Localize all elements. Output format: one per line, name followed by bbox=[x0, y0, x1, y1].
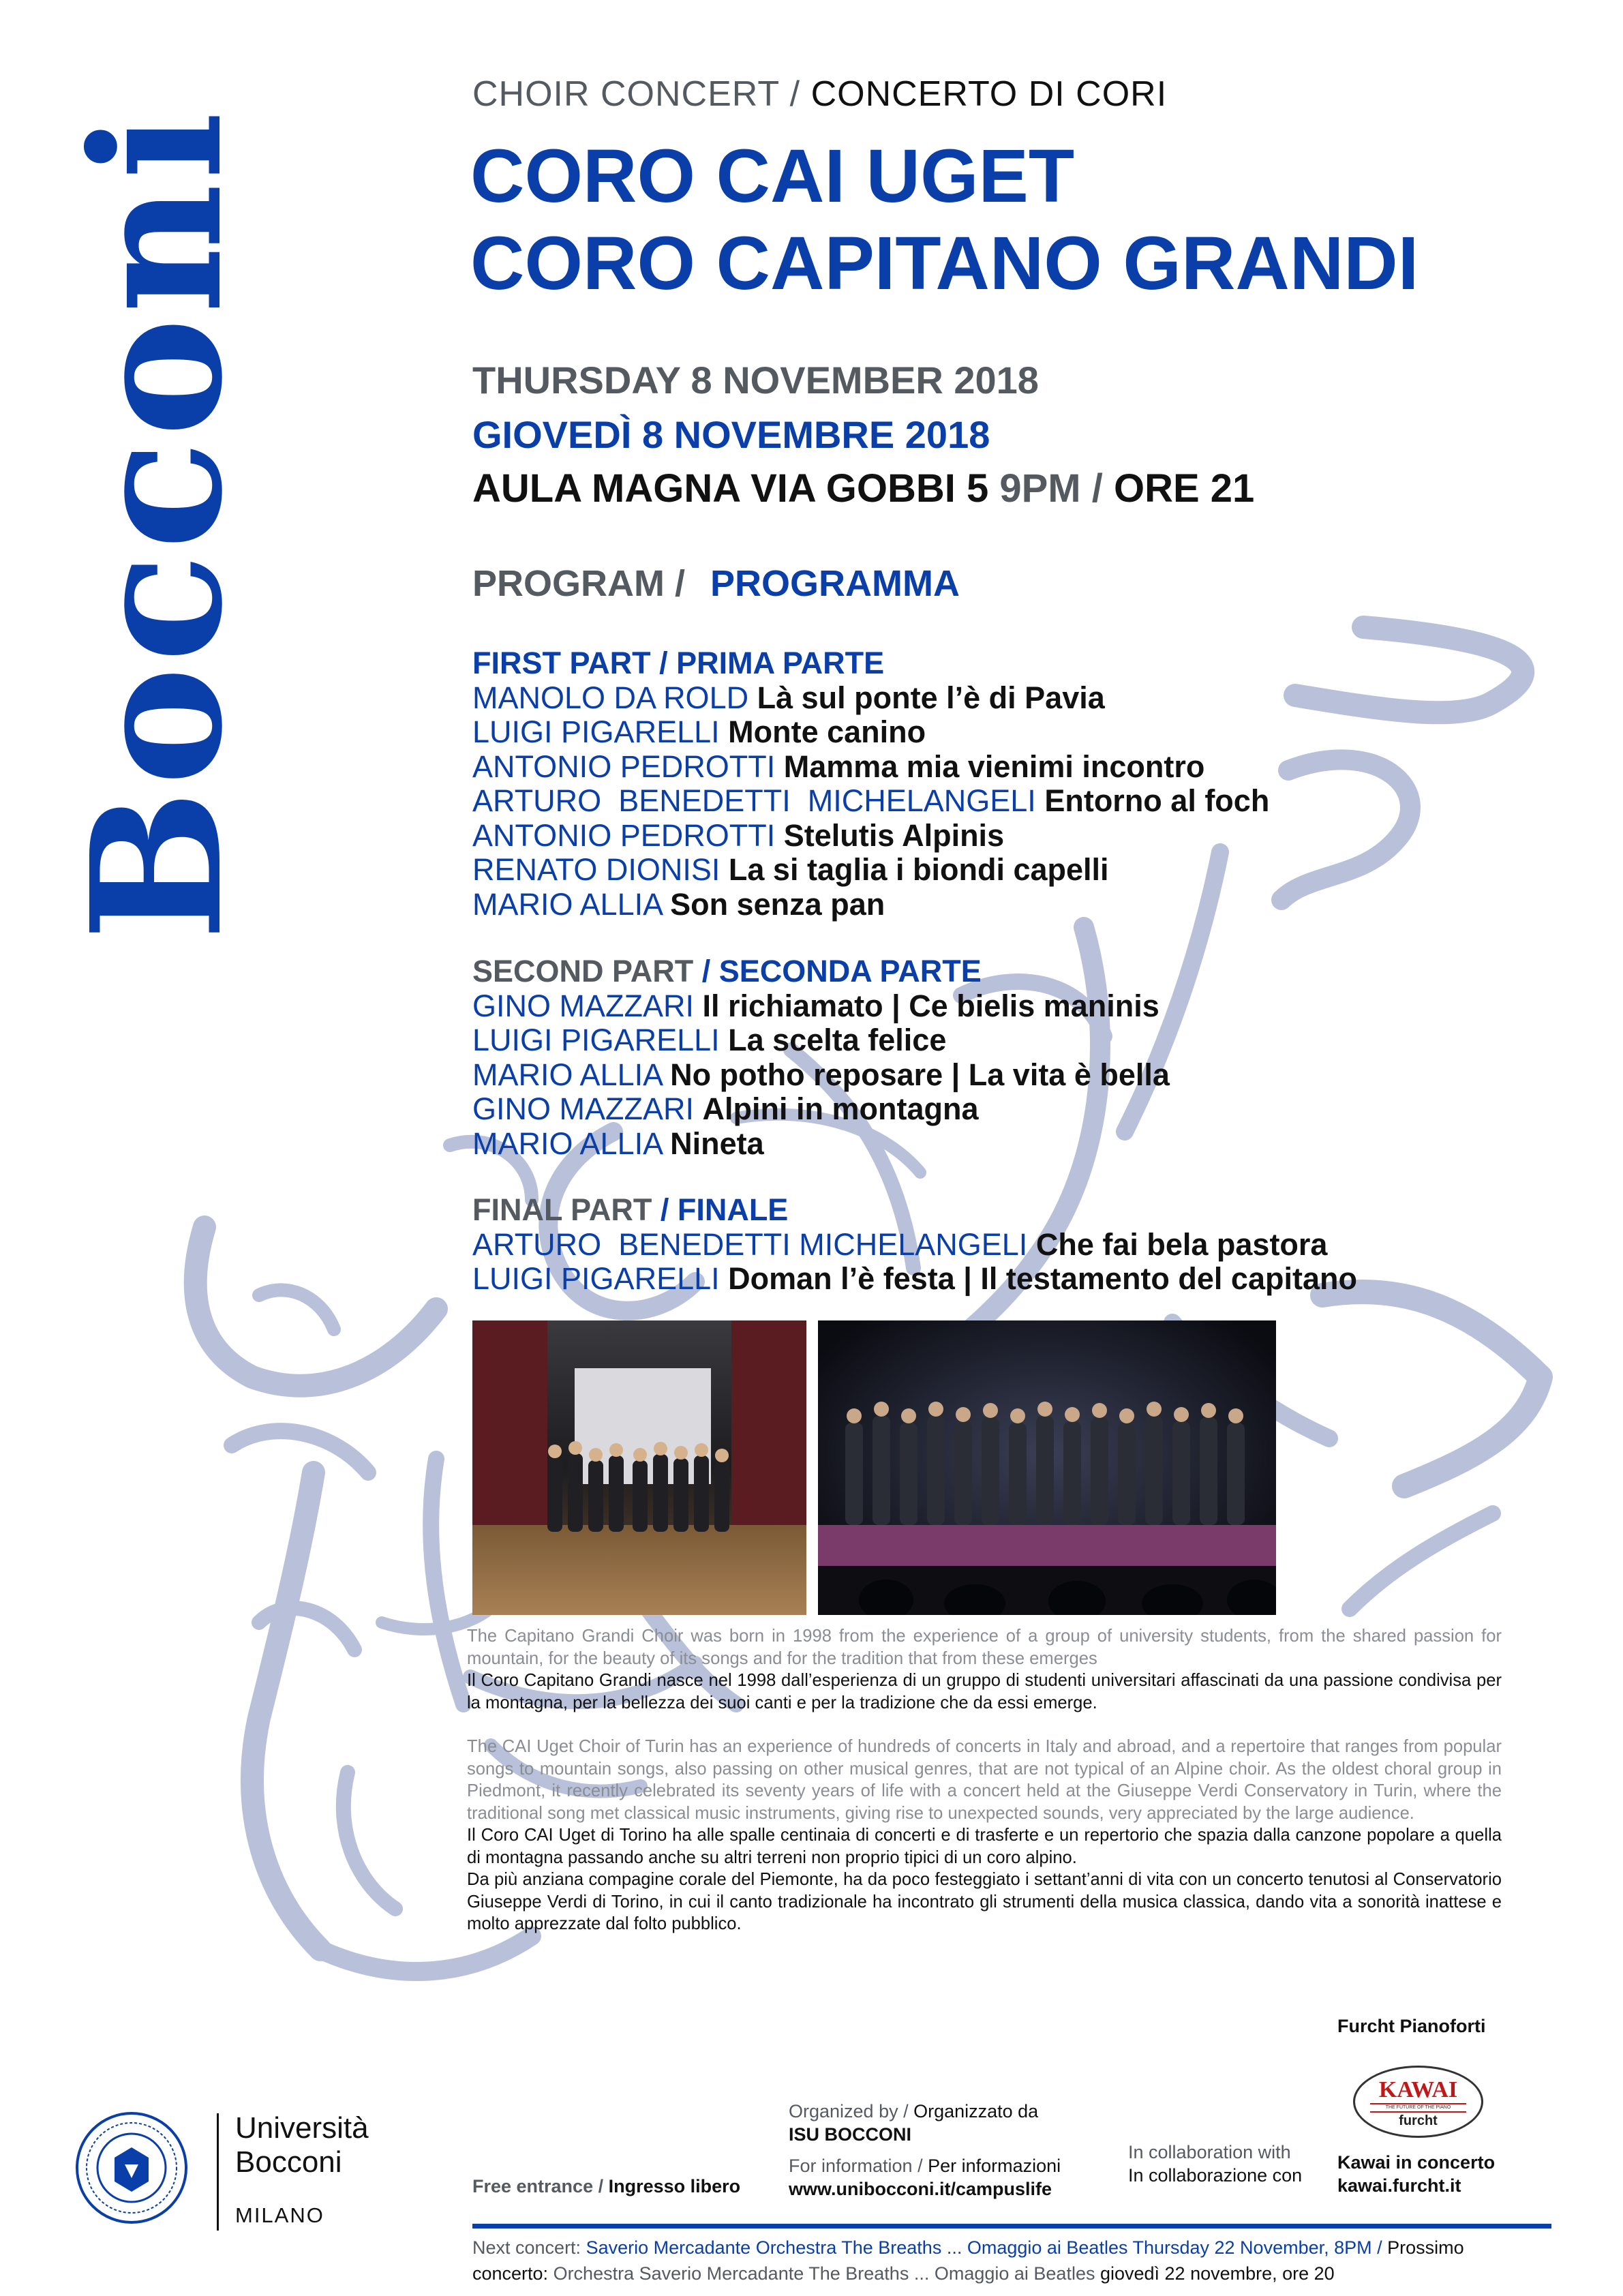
collab-it: In collaborazione con bbox=[1128, 2165, 1303, 2186]
category-en: CHOIR CONCERT / bbox=[472, 74, 801, 114]
next-concert bbox=[472, 2235, 1563, 2286]
program-heading bbox=[472, 562, 960, 605]
composer: GINO MAZZARI bbox=[472, 1091, 694, 1126]
bio-uget-it: Il Coro CAI Uget di Torino ha alle spalle centinaia di concerti e di trasferte e un repertorio che spazia dalla canzone popolare a quella di montagna passando anche su altri terreni non proprio tipici di un coro alpino. bbox=[467, 1826, 1502, 1867]
bio-capitano-en: The Capitano Grandi Choir was born in 1998 from the experience of a group of university students, from the shared passion for mountain, for the beauty of its songs and for the tradition that from these emerges bbox=[467, 1627, 1502, 1668]
piece: Che fai bela pastora bbox=[1035, 1226, 1328, 1262]
composer: LUIGI PIGARELLI bbox=[472, 1261, 720, 1296]
program-row bbox=[472, 1262, 1357, 1297]
composer: ARTURO BENEDETTI MICHELANGELI bbox=[472, 783, 1036, 818]
title-line-1: CORO CAI UGET bbox=[470, 134, 1075, 218]
organized-en: Organized by / bbox=[789, 2101, 909, 2121]
university-name bbox=[235, 2111, 369, 2179]
composer: ARTURO BENEDETTI MICHELANGELI bbox=[472, 1226, 1028, 1262]
second-part-section bbox=[472, 954, 1170, 1161]
university-line-1: Università bbox=[235, 2111, 369, 2145]
info-en: For information / bbox=[789, 2156, 923, 2176]
choir-photo-rehearsal bbox=[472, 1320, 806, 1615]
kawai-tagline: THE FUTURE OF THE PIANO bbox=[1370, 2103, 1466, 2113]
piece: Monte canino bbox=[728, 714, 926, 749]
entrance-info bbox=[472, 2175, 740, 2198]
collaboration-block bbox=[1128, 2141, 1302, 2187]
title-line-2: CORO CAPITANO GRANDI bbox=[470, 222, 1419, 305]
organizer-name: ISU BOCCONI bbox=[789, 2124, 912, 2145]
second-part-heading-en: SECOND PART bbox=[472, 954, 694, 988]
final-part-heading bbox=[472, 1193, 1357, 1228]
piece: La si taglia i biondi capelli bbox=[728, 852, 1109, 887]
info-it: Per informazioni bbox=[922, 2156, 1061, 2176]
composer: MARIO ALLIA bbox=[472, 1057, 662, 1092]
program-row bbox=[472, 1092, 1170, 1127]
venue-time bbox=[472, 466, 1254, 511]
first-part-section bbox=[472, 646, 1269, 922]
final-part-heading-en: FINAL PART bbox=[472, 1192, 652, 1227]
second-part-heading-it: / SECONDA PARTE bbox=[693, 954, 982, 988]
program-row bbox=[472, 819, 1269, 854]
piece: Entorno al foch bbox=[1044, 783, 1270, 818]
next-it-label-1: Prossimo bbox=[1382, 2237, 1464, 2258]
bio-uget-it-2: Da più anziana compagine corale del Piemonte, ha da poco festeggiato i settant’anni di vita con un concerto tenutosi al Conservatorio Giuseppe Verdi di Torino, in cui il canto tradizionale ha incontrato gli strumenti della musica classica, dando vita a sonorità inattese e molto apprezzate dal folto pubblico. bbox=[467, 1870, 1502, 1933]
composer: GINO MAZZARI bbox=[472, 988, 694, 1023]
date-it: GIOVEDÌ 8 NOVEMBRE 2018 bbox=[472, 413, 990, 456]
page-title bbox=[470, 133, 1419, 307]
university-city: MILANO bbox=[235, 2203, 324, 2227]
sponsor-name: Furcht Pianoforti bbox=[1337, 2016, 1486, 2036]
kawai-sub: furcht bbox=[1399, 2113, 1438, 2128]
sponsor-link[interactable]: kawai.furcht.it bbox=[1337, 2175, 1461, 2196]
time-it: ORE 21 bbox=[1113, 466, 1255, 511]
program-row bbox=[472, 853, 1269, 888]
event-category bbox=[472, 74, 1167, 115]
first-part-heading: FIRST PART / PRIMA PARTE bbox=[472, 646, 885, 680]
sponsor-info bbox=[1337, 2151, 1495, 2197]
composer: MARIO ALLIA bbox=[472, 1126, 662, 1161]
bocconi-vertical-wordmark: Bocconi bbox=[52, 107, 262, 941]
kawai-wordmark: KAWAI bbox=[1378, 2077, 1458, 2102]
next-en-text: Saverio Mercadante Orchestra The Breaths ... Omaggio ai Beatles Thursday 22 November, 8PM / bbox=[581, 2237, 1382, 2258]
program-row bbox=[472, 1058, 1170, 1093]
program-row bbox=[472, 715, 1269, 750]
next-it-label-2: concerto: bbox=[472, 2263, 549, 2284]
composer: ANTONIO PEDROTTI bbox=[472, 749, 776, 784]
next-en-label: Next concert: bbox=[472, 2237, 581, 2258]
program-row bbox=[472, 888, 1269, 922]
footer-rule bbox=[472, 2224, 1551, 2229]
program-row bbox=[472, 1023, 1170, 1058]
bio-uget-en: The CAI Uget Choir of Turin has an experience of hundreds of concerts in Italy and abroad, and a repertoire that ranges from popular songs to mountain songs, also passing on other musical genres, that are not typical of an Alpine choir. As the oldest choral group in Piedmont, it recently celebrated its seventy years of life with a concert held at the Giuseppe Verdi Conservatory in Turin, where the traditional song met classical music instruments, giving rise to unexpected sounds, very appreciated by the large audience. bbox=[467, 1737, 1502, 1823]
composer: ANTONIO PEDROTTI bbox=[472, 817, 776, 853]
entrance-it: Ingresso libero bbox=[603, 2176, 741, 2196]
program-row bbox=[472, 1228, 1357, 1263]
program-heading-it: PROGRAMMA bbox=[710, 563, 960, 604]
university-seal-icon bbox=[74, 2110, 189, 2226]
time-en: 9PM bbox=[999, 466, 1081, 511]
piece: Doman l’è festa | Il testamento del capitano bbox=[728, 1261, 1357, 1296]
info-link[interactable]: www.unibocconi.it/campuslife bbox=[789, 2179, 1052, 2199]
choir-description bbox=[467, 1625, 1502, 1935]
entrance-en: Free entrance / bbox=[472, 2176, 604, 2196]
piece: Stelutis Alpinis bbox=[783, 817, 1005, 853]
piece: Il richiamato | Ce bielis maninis bbox=[702, 988, 1159, 1023]
piece: Son senza pan bbox=[670, 886, 885, 922]
piece: Là sul ponte l’è di Pavia bbox=[757, 680, 1105, 715]
program-row bbox=[472, 681, 1269, 716]
composer: LUIGI PIGARELLI bbox=[472, 714, 720, 749]
time-separator: / bbox=[1080, 466, 1114, 511]
piece: No potho reposare | La vita è bella bbox=[670, 1057, 1170, 1092]
organized-it: Organizzato da bbox=[908, 2101, 1039, 2121]
venue: AULA MAGNA VIA GOBBI 5 bbox=[472, 466, 989, 511]
composer: RENATO DIONISI bbox=[472, 852, 721, 887]
final-part-section bbox=[472, 1193, 1357, 1297]
piece: La scelta felice bbox=[728, 1023, 947, 1057]
university-line-2: Bocconi bbox=[235, 2145, 342, 2179]
program-row bbox=[472, 784, 1269, 819]
composer: MANOLO DA ROLD bbox=[472, 680, 749, 715]
sponsor-line-1: Kawai in concerto bbox=[1337, 2152, 1496, 2173]
category-it: CONCERTO DI CORI bbox=[810, 74, 1168, 114]
composer: LUIGI PIGARELLI bbox=[472, 1023, 720, 1057]
final-part-heading-it: / FINALE bbox=[652, 1192, 789, 1227]
program-row bbox=[472, 1127, 1170, 1162]
next-it-date: giovedì 22 novembre, ore 20 bbox=[1099, 2263, 1335, 2284]
next-it-text: Orchestra Saverio Mercadante The Breaths ... Omaggio ai Beatles bbox=[548, 2263, 1100, 2284]
bio-capitano-it: Il Coro Capitano Grandi nasce nel 1998 dall’esperienza di un gruppo di studenti universitari affascinati da una passione condivisa per la montagna, per la bellezza dei suoi canti e per la tradizione che da essi emerge. bbox=[467, 1671, 1502, 1712]
choir-photo-concert bbox=[818, 1320, 1276, 1615]
date-en: THURSDAY 8 NOVEMBER 2018 bbox=[472, 359, 1039, 402]
kawai-logo bbox=[1353, 2066, 1483, 2138]
composer: MARIO ALLIA bbox=[472, 886, 662, 922]
collab-en: In collaboration with bbox=[1128, 2142, 1291, 2162]
piece: Alpini in montagna bbox=[702, 1091, 979, 1126]
piece: Nineta bbox=[670, 1126, 764, 1161]
piece: Mamma mia vienimi incontro bbox=[783, 749, 1205, 784]
second-part-heading bbox=[472, 954, 1170, 989]
organizer-block bbox=[789, 2100, 1061, 2201]
program-heading-en: PROGRAM / bbox=[472, 563, 686, 604]
logo-divider bbox=[217, 2113, 219, 2231]
program-row bbox=[472, 989, 1170, 1024]
program-row bbox=[472, 750, 1269, 785]
